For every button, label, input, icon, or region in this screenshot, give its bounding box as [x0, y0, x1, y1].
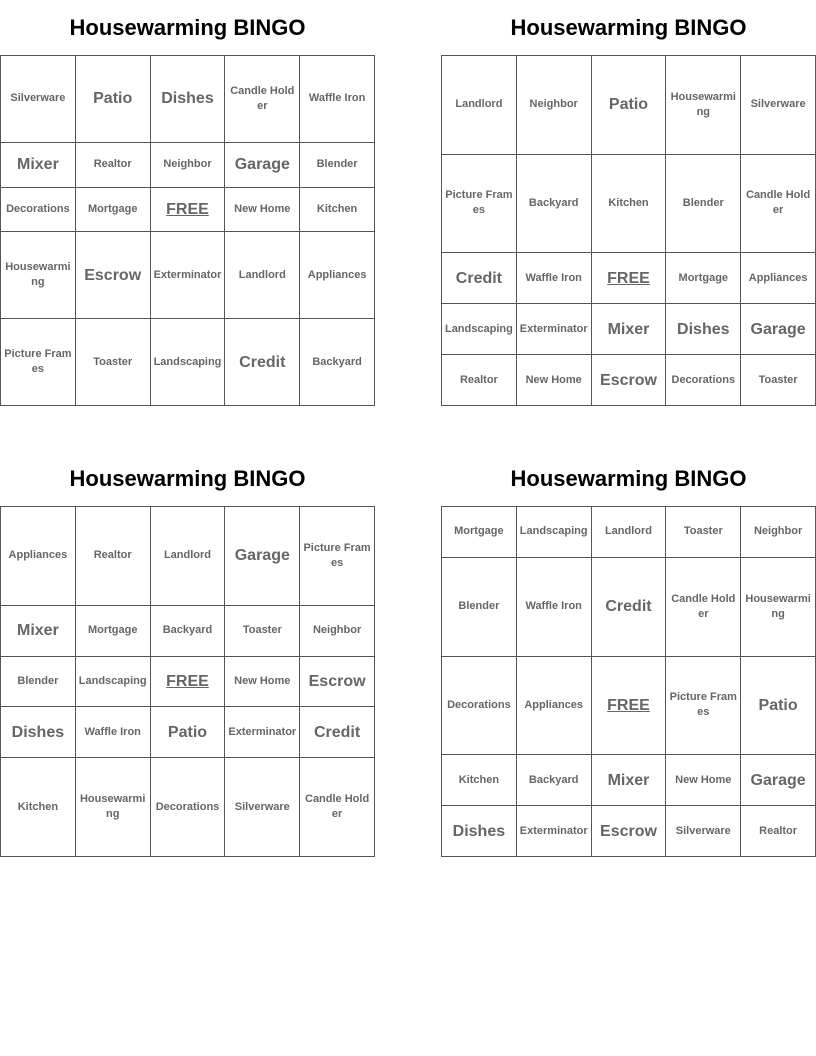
bingo-grid — [441, 55, 816, 406]
bingo-cell: Neighbor — [741, 507, 816, 558]
bingo-cell: Appliances — [741, 253, 816, 304]
card-title: Housewarming BINGO — [510, 466, 747, 491]
bingo-cell: New Home — [516, 355, 591, 406]
bingo-cell: Credit — [591, 557, 666, 656]
free-space: FREE — [591, 253, 666, 304]
bingo-cell: Backyard — [516, 755, 591, 806]
bingo-cell: Landscaping — [75, 656, 150, 707]
bingo-row — [442, 154, 816, 253]
bingo-row — [442, 304, 816, 355]
bingo-cell: Mixer — [591, 304, 666, 355]
bingo-cell: Candle Holder — [741, 154, 816, 253]
bingo-cell: Appliances — [300, 232, 375, 319]
bingo-row — [442, 253, 816, 304]
bingo-cell: Picture Frames — [666, 656, 741, 755]
bingo-cell: Patio — [150, 707, 225, 758]
bingo-row — [1, 319, 375, 406]
bingo-cell: Housewarming — [1, 232, 76, 319]
bingo-cell: Blender — [1, 656, 76, 707]
bingo-cell: Kitchen — [442, 755, 517, 806]
bingo-cell: Mixer — [591, 755, 666, 806]
bingo-row — [1, 142, 375, 187]
bingo-cell: Kitchen — [300, 187, 375, 232]
bingo-cell: Mortgage — [442, 507, 517, 558]
bingo-row — [1, 56, 375, 143]
bingo-cell: Decorations — [442, 656, 517, 755]
bingo-cell: New Home — [225, 656, 300, 707]
bingo-cell: Realtor — [442, 355, 517, 406]
bingo-row — [442, 56, 816, 155]
bingo-cell: Dishes — [150, 56, 225, 143]
bingo-cell: Housewarming — [666, 56, 741, 155]
bingo-cell: Waffle Iron — [300, 56, 375, 143]
bingo-grid — [441, 506, 816, 857]
bingo-row — [442, 507, 816, 558]
bingo-row — [1, 707, 375, 758]
bingo-row — [1, 656, 375, 707]
card-title: Housewarming BINGO — [69, 15, 306, 40]
bingo-cell: Landlord — [442, 56, 517, 155]
bingo-cell: Blender — [442, 557, 517, 656]
bingo-cell: Mortgage — [75, 187, 150, 232]
bingo-cell: Garage — [741, 755, 816, 806]
free-space: FREE — [150, 656, 225, 707]
card-title: Housewarming BINGO — [510, 15, 747, 40]
bingo-cell: Exterminator — [516, 304, 591, 355]
bingo-row — [1, 232, 375, 319]
bingo-cell: Appliances — [516, 656, 591, 755]
bingo-cell: Waffle Iron — [75, 707, 150, 758]
bingo-cell: Exterminator — [516, 806, 591, 857]
bingo-cell: Exterminator — [150, 232, 225, 319]
bingo-cell: Realtor — [75, 507, 150, 606]
bingo-cell: Landlord — [591, 507, 666, 558]
bingo-row — [442, 355, 816, 406]
bingo-cell: Dishes — [442, 806, 517, 857]
bingo-cell: Decorations — [150, 758, 225, 857]
bingo-row — [442, 755, 816, 806]
bingo-cell: Exterminator — [225, 707, 300, 758]
bingo-cell: Kitchen — [591, 154, 666, 253]
bingo-cell: Dishes — [666, 304, 741, 355]
bingo-cell: Escrow — [300, 656, 375, 707]
bingo-cell: Kitchen — [1, 758, 76, 857]
bingo-cell: Dishes — [1, 707, 76, 758]
bingo-cell: Silverware — [741, 56, 816, 155]
bingo-cell: Mortgage — [75, 605, 150, 656]
bingo-cell: Mixer — [1, 142, 76, 187]
bingo-cell: Backyard — [300, 319, 375, 406]
bingo-cell: Silverware — [1, 56, 76, 143]
bingo-cell: Blender — [300, 142, 375, 187]
bingo-cell: Credit — [300, 707, 375, 758]
bingo-cell: Landscaping — [516, 507, 591, 558]
bingo-cell: Landlord — [150, 507, 225, 606]
bingo-row — [442, 557, 816, 656]
bingo-cell: Mortgage — [666, 253, 741, 304]
bingo-row — [442, 806, 816, 857]
bingo-row — [1, 605, 375, 656]
bingo-cell: Credit — [442, 253, 517, 304]
bingo-cell: Realtor — [741, 806, 816, 857]
bingo-cell: Patio — [591, 56, 666, 155]
bingo-cell: Toaster — [75, 319, 150, 406]
bingo-cell: Patio — [75, 56, 150, 143]
bingo-cell: Backyard — [150, 605, 225, 656]
bingo-row — [442, 656, 816, 755]
bingo-cell: Landscaping — [150, 319, 225, 406]
bingo-cell: Realtor — [75, 142, 150, 187]
bingo-cell: Garage — [741, 304, 816, 355]
bingo-cell: Neighbor — [300, 605, 375, 656]
free-space: FREE — [591, 656, 666, 755]
bingo-cell: Backyard — [516, 154, 591, 253]
bingo-cell: Escrow — [591, 355, 666, 406]
bingo-grid — [0, 506, 375, 857]
bingo-cell: Waffle Iron — [516, 253, 591, 304]
bingo-cell: Landlord — [225, 232, 300, 319]
bingo-cell: Toaster — [666, 507, 741, 558]
bingo-cell: Mixer — [1, 605, 76, 656]
bingo-cell: Toaster — [225, 605, 300, 656]
bingo-cell: Patio — [741, 656, 816, 755]
bingo-cell: Garage — [225, 142, 300, 187]
bingo-cell: Silverware — [666, 806, 741, 857]
bingo-cell: Escrow — [75, 232, 150, 319]
bingo-cell: New Home — [666, 755, 741, 806]
bingo-cell: Housewarming — [75, 758, 150, 857]
bingo-cell: Blender — [666, 154, 741, 253]
bingo-cell: Picture Frames — [1, 319, 76, 406]
bingo-cell: Housewarming — [741, 557, 816, 656]
free-space: FREE — [150, 187, 225, 232]
bingo-cell: Garage — [225, 507, 300, 606]
bingo-cell: Escrow — [591, 806, 666, 857]
bingo-cell: Candle Holder — [225, 56, 300, 143]
bingo-cell: Decorations — [1, 187, 76, 232]
bingo-cell: Neighbor — [150, 142, 225, 187]
bingo-cell: New Home — [225, 187, 300, 232]
bingo-row — [1, 758, 375, 857]
bingo-cell: Candle Holder — [300, 758, 375, 857]
bingo-cell: Silverware — [225, 758, 300, 857]
bingo-cell: Picture Frames — [442, 154, 517, 253]
bingo-cell: Landscaping — [442, 304, 517, 355]
bingo-cell: Credit — [225, 319, 300, 406]
bingo-cell: Candle Holder — [666, 557, 741, 656]
bingo-cell: Decorations — [666, 355, 741, 406]
bingo-grid — [0, 55, 375, 406]
card-title: Housewarming BINGO — [69, 466, 306, 491]
bingo-cell: Picture Frames — [300, 507, 375, 606]
bingo-cell: Neighbor — [516, 56, 591, 155]
bingo-cell: Toaster — [741, 355, 816, 406]
bingo-cell: Waffle Iron — [516, 557, 591, 656]
bingo-row — [1, 187, 375, 232]
bingo-row — [1, 507, 375, 606]
bingo-cell: Appliances — [1, 507, 76, 606]
